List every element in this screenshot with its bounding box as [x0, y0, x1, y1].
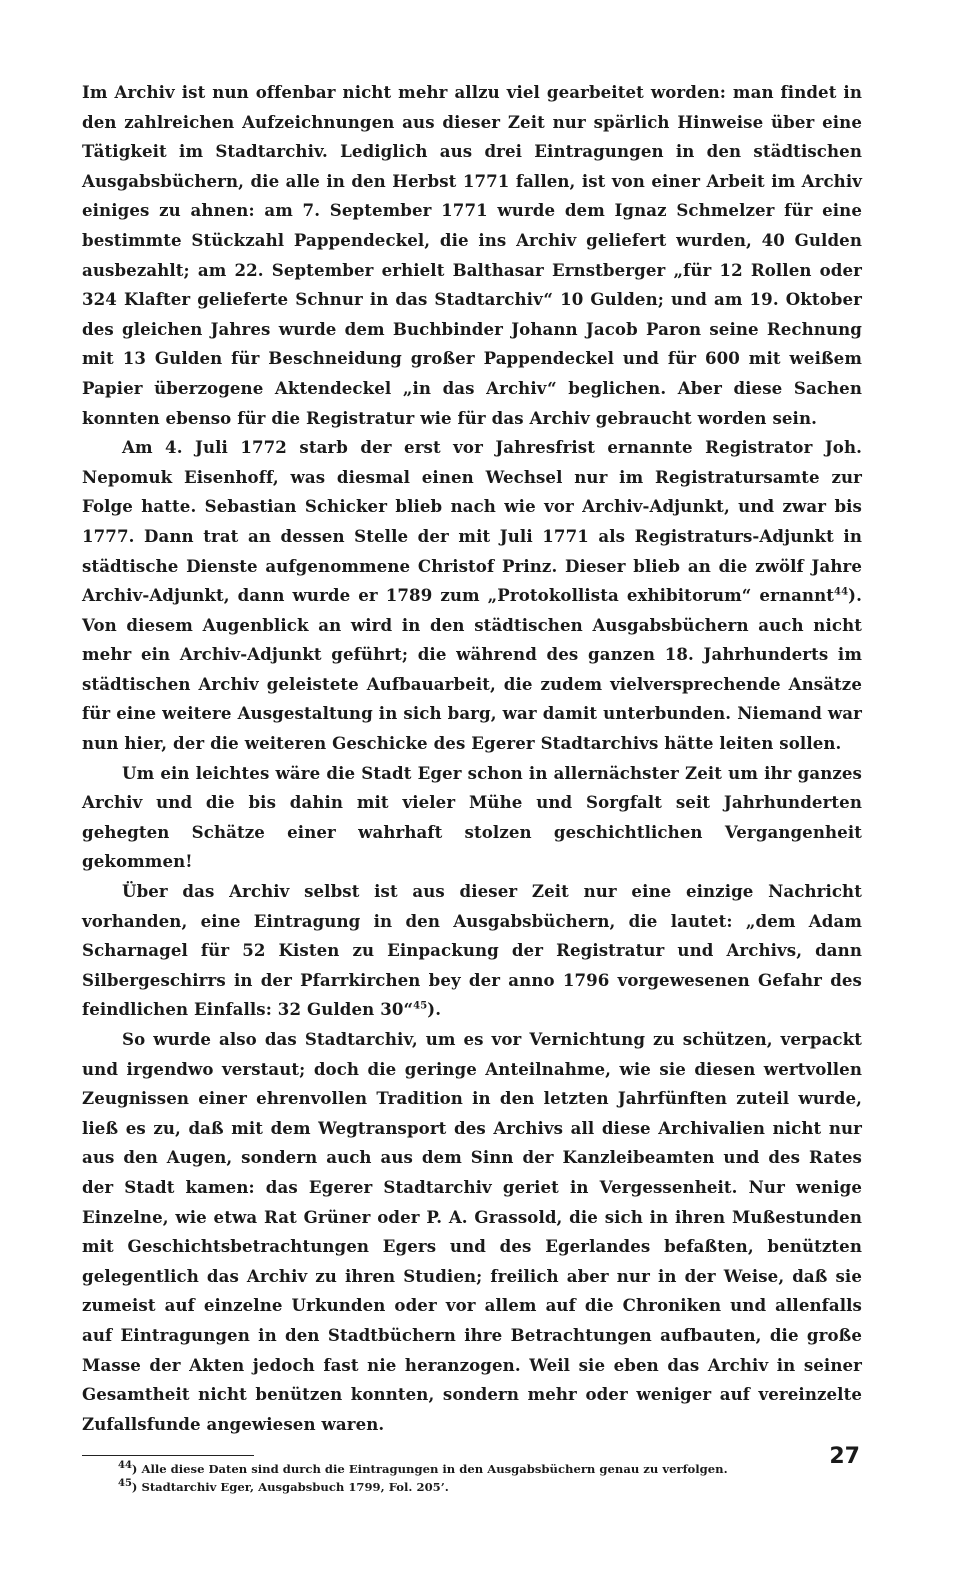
page-number: 27	[829, 1444, 860, 1469]
paragraph-4: Über das Archiv selbst ist aus dieser Zeit nur eine einzige Nachricht vorhanden, eine Eintragung in den Ausgabsbüchern, die lautet: „dem Adam Scharnagel für 52 Kisten zu Einpackung der Registratur und Archivs, dann Silbergeschirrs in der Pfarrkirchen bey der anno 1796 vorgewesenen Gefahr des feindlichen Einfalls: 32 Gulden 30“$^{45}$).	[82, 881, 862, 1020]
page-body	[82, 78, 862, 1496]
footnote-44: $^{44}$) Alle diese Daten sind durch die Eintragungen in den Ausgabsbüchern genau zu verfolgen.	[118, 1460, 728, 1477]
footnote-divider	[82, 1455, 254, 1456]
footnote-45: $^{45}$) Stadtarchiv Eger, Ausgabsbuch 1799, Fol. 205’.	[118, 1478, 449, 1495]
footnote-ref-45: 45	[413, 1000, 428, 1012]
footnote-ref-44: 44	[834, 586, 849, 598]
paragraph-3: Um ein leichtes wäre die Stadt Eger schon in allernächster Zeit um ihr ganzes Archiv und die bis dahin mit vieler Mühe und Sorgfalt seit Jahrhunderten gehegten Schätze einer wahrhaft stolzen geschichtlichen Vergangenheit gekommen!	[82, 762, 862, 872]
paragraph-1: Im Archiv ist nun offenbar nicht mehr allzu viel gearbeitet worden: man findet in den zahlreichen Aufzeichnungen aus dieser Zeit nur spärlich Hinweise über eine Tätigkeit im Stadtarchiv. Lediglich aus drei Eintragungen in den städtischen Ausgabsbüchern, die alle in den Herbst 1771 fallen, ist von einer Arbeit im Archiv einiges zu ahnen: am 7. September 1771 wurde dem Ignaz Schmelzer für eine bestimmte Stückzahl Pappendeckel, die ins Archiv geliefert wurden, 40 Gulden ausbezahlt; am 22. September erhielt Balthasar Ernstberger „für 12 Rollen oder 324 Klafter gelieferte Schnur in das Stadtarchiv“ 10 Gulden; und am 19. Oktober des gleichen Jahres wurde dem Buchbinder Johann Jacob Paron seine Rechnung mit 13 Gulden für Beschneidung großer Pappendeckel und für 600 mit weißem Papier überzogene Aktendeckel „in das Archiv“ beglichen. Aber diese Sachen konnten ebenso für die Registratur wie für das Archiv gebraucht worden sein.	[82, 82, 862, 428]
paragraph-5: So wurde also das Stadtarchiv, um es vor Vernichtung zu schützen, verpackt und irgendwo verstaut; doch die geringe Anteilnahme, wie sie diesen wertvollen Zeugnissen einer ehrenvollen Tradition in den letzten Jahrfünften zuteil wurde, ließ es zu, daß mit dem Wegtransport des Archivs all diese Archivalien nicht nur aus den Augen, sondern auch aus dem Sinn der Kanzleibeamten und des Rates der Stadt kamen: das Egerer Stadtarchiv geriet in Vergessenheit. Nur wenige Einzelne, wie etwa Rat Grüner oder P. A. Grassold, die sich in ihren Mußestunden mit Geschichtsbetrachtungen Egers und des Egerlandes befaßten, benützten gelegentlich das Archiv zu ihren Studien; freilich aber nur in der Weise, daß sie zumeist auf einzelne Urkunden oder vor allem auf die Chroniken und allenfalls auf Eintragungen in den Stadtbüchern ihre Betrachtungen aufbauten, die große Masse der Akten jedoch fast nie heranzogen. Weil sie eben das Archiv in seiner Gesamtheit nicht benützen konnten, sondern mehr oder weniger auf vereinzelte Zufallsfunde angewiesen waren.	[82, 1029, 862, 1434]
paragraph-2: Am 4. Juli 1772 starb der erst vor Jahresfrist ernannte Registrator Joh. Nepomuk Eisenhoff, was diesmal einen Wechsel nur im Registratursamte zur Folge hatte. Sebastian Schicker blieb nach wie vor Archiv-Adjunkt, und zwar bis 1777. Dann trat an dessen Stelle der mit Juli 1771 als Registraturs-Adjunkt in städtische Dienste aufgenommene Christof Prinz. Dieser blieb an die zwölf Jahre Archiv-Adjunkt, dann wurde er 1789 zum „Protokollista exhibitorum“ ernannt$^{44}$). Von diesem Augenblick an wird in den städtischen Ausgabsbüchern auch nicht mehr ein Archiv-Adjunkt geführt; die während des ganzen 18. Jahrhunderts im städtischen Archiv geleistete Aufbauarbeit, die zudem vielversprechende Ansätze für eine weitere Ausgestaltung in sich barg, war damit unterbunden. Niemand war nun hier, der die weiteren Geschicke des Egerer Stadtarchivs hätte leiten sollen.	[82, 437, 862, 754]
